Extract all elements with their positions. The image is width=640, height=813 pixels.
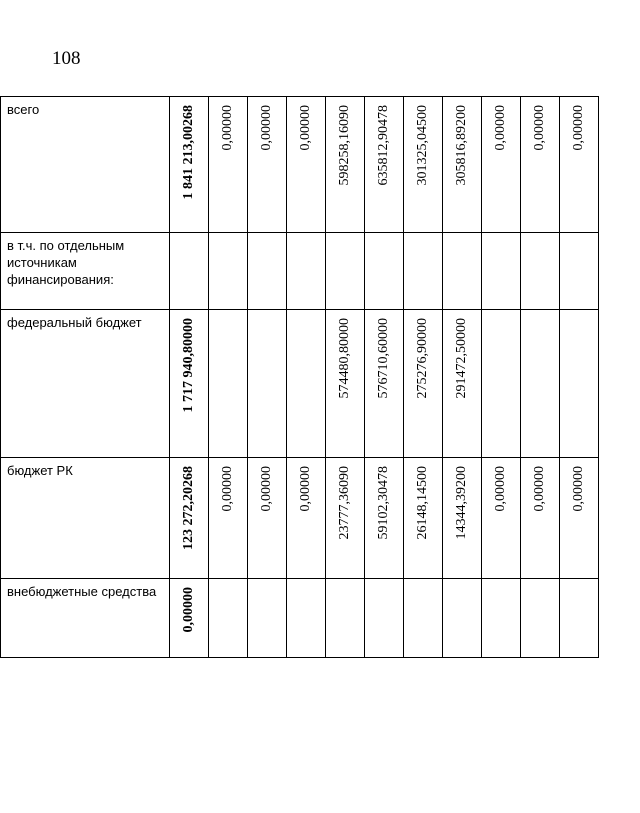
value-cell [365,97,404,233]
page-number: 108 [52,48,81,69]
value-cell [560,233,599,310]
cell-value: 26148,14500 [415,466,430,540]
cell-value: 301325,04500 [415,105,430,186]
value-cell [404,579,443,658]
row-label-cell [1,310,170,458]
value-cell [404,310,443,458]
value-cell [248,579,287,658]
value-cell [560,97,599,233]
value-cell [287,579,326,658]
value-cell [404,458,443,579]
value-cell [521,458,560,579]
value-cell [326,97,365,233]
cell-value: 574480,80000 [337,318,352,399]
cell-value: 598258,16090 [337,105,352,186]
value-cell [287,458,326,579]
row-republic-budget [1,458,599,579]
value-cell [482,310,521,458]
value-cell [443,310,482,458]
cell-value: 576710,60000 [376,318,391,399]
value-cell [209,458,248,579]
value-cell [404,97,443,233]
value-cell [365,579,404,658]
cell-value: 0,00000 [259,466,274,512]
row-label: федеральный бюджет [7,315,142,330]
value-cell [209,579,248,658]
value-cell [248,233,287,310]
value-cell [209,233,248,310]
total-value: 1 841 213,00268 [181,105,196,200]
value-cell [248,97,287,233]
value-cell [443,458,482,579]
value-cell [209,97,248,233]
row-total [1,97,599,233]
row-label-cell [1,579,170,658]
value-cell [443,97,482,233]
value-cell [326,310,365,458]
cell-value: 275276,90000 [415,318,430,399]
total-cell [170,233,209,310]
cell-value: 0,00000 [220,105,235,151]
funding-table [0,96,599,658]
value-cell [560,458,599,579]
cell-value: 0,00000 [298,105,313,151]
value-cell [482,97,521,233]
row-label-cell [1,458,170,579]
value-cell [248,310,287,458]
row-extrabudgetary [1,579,599,658]
value-cell [287,233,326,310]
value-cell [404,233,443,310]
row-by-sources [1,233,599,310]
value-cell [248,458,287,579]
value-cell [326,579,365,658]
cell-value: 0,00000 [532,105,547,151]
value-cell [482,233,521,310]
cell-value: 291472,50000 [454,318,469,399]
row-federal-budget [1,310,599,458]
row-label: всего [7,102,40,117]
cell-value: 0,00000 [532,466,547,512]
total-cell [170,310,209,458]
total-cell [170,458,209,579]
cell-value: 14344,39200 [454,466,469,540]
row-label-cell [1,97,170,233]
row-label: бюджет РК [7,463,73,478]
value-cell [521,97,560,233]
cell-value: 0,00000 [298,466,313,512]
value-cell [482,579,521,658]
value-cell [287,97,326,233]
value-cell [365,458,404,579]
total-cell [170,97,209,233]
value-cell [521,310,560,458]
value-cell [560,579,599,658]
cell-value: 0,00000 [259,105,274,151]
row-label-cell [1,233,170,310]
row-label: в т.ч. по отдельным источникам финансирования: [7,238,125,287]
value-cell [287,310,326,458]
value-cell [482,458,521,579]
cell-value: 59102,30478 [376,466,391,540]
total-value: 123 272,20268 [181,466,196,550]
value-cell [365,310,404,458]
cell-value: 23777,36090 [337,466,352,540]
cell-value: 305816,89200 [454,105,469,186]
value-cell [326,458,365,579]
value-cell [365,233,404,310]
cell-value: 0,00000 [571,466,586,512]
value-cell [443,579,482,658]
total-value: 0,00000 [181,587,196,633]
value-cell [209,310,248,458]
cell-value: 0,00000 [493,466,508,512]
cell-value: 0,00000 [493,105,508,151]
value-cell [521,579,560,658]
total-value: 1 717 940,80000 [181,318,196,413]
cell-value: 0,00000 [220,466,235,512]
cell-value: 635812,90478 [376,105,391,186]
row-label: внебюджетные средства [7,584,157,599]
value-cell [326,233,365,310]
cell-value: 0,00000 [571,105,586,151]
value-cell [521,233,560,310]
value-cell [560,310,599,458]
value-cell [443,233,482,310]
total-cell [170,579,209,658]
